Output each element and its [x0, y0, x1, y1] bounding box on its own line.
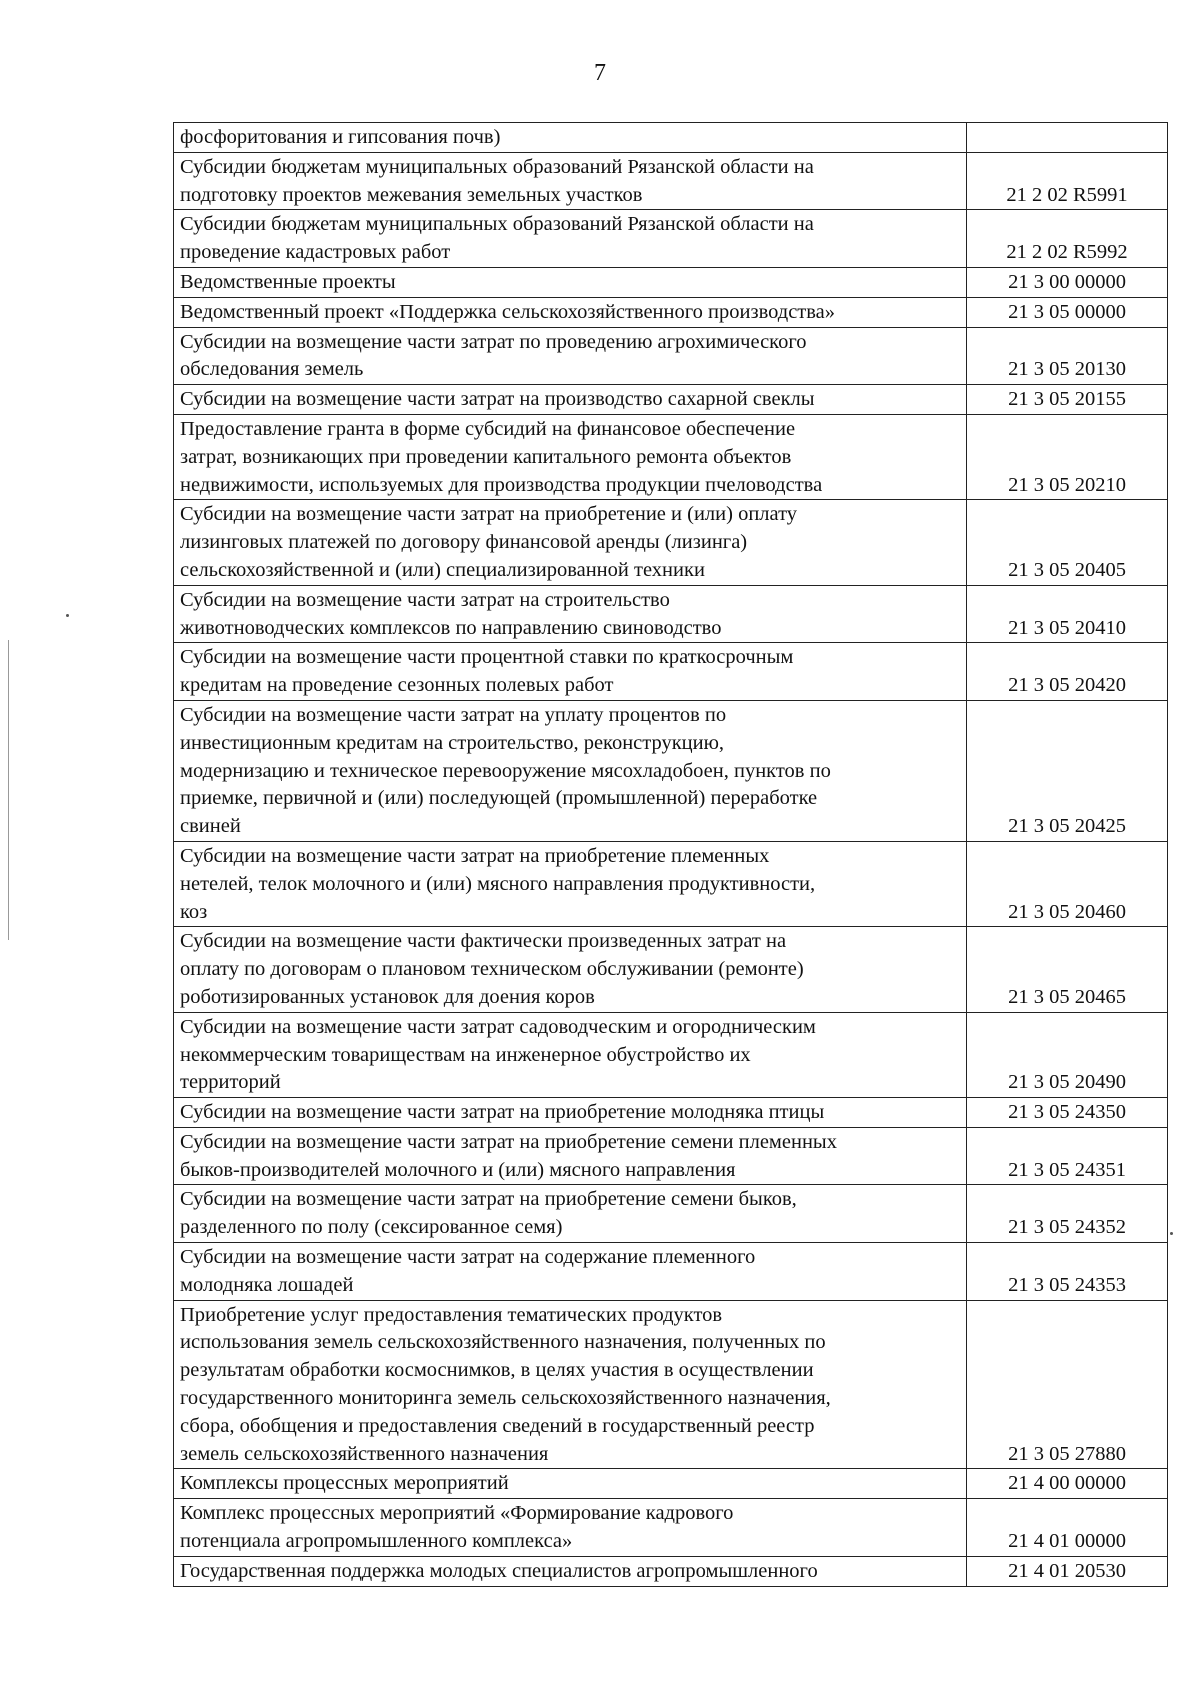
table-row: [174, 152, 1168, 210]
item-name-line: оплату по договорам о плановом техническом обслуживании (ремонте): [180, 958, 804, 981]
item-name-cell: [174, 385, 967, 415]
item-name-cell: [174, 267, 967, 297]
classification-code-cell: [967, 123, 1168, 153]
table-row: [174, 700, 1168, 841]
item-name-cell: [174, 414, 967, 499]
item-name-line: быков-производителей молочного и (или) мясного направления: [180, 1158, 736, 1181]
item-name-cell: [174, 327, 967, 385]
item-name-line: свиней: [180, 815, 241, 838]
item-name-line: Субсидии на возмещение части затрат на приобретение семени племенных: [180, 1130, 837, 1153]
table-row: [174, 267, 1168, 297]
classification-code-cell: 21 3 05 20420: [967, 643, 1168, 701]
item-name-line: Предоставление гранта в форме субсидий на финансовое обеспечение: [180, 417, 796, 440]
item-name-line: Субсидии на возмещение части затрат по проведению агрохимического: [180, 330, 807, 353]
table-row: [174, 1243, 1168, 1301]
table-row: [174, 927, 1168, 1012]
item-name-cell: [174, 1499, 967, 1557]
item-name-line: государственного мониторинга земель сельскохозяйственного назначения,: [180, 1387, 831, 1410]
classification-code-cell: 21 4 00 00000: [967, 1469, 1168, 1499]
item-name-cell: [174, 700, 967, 841]
item-name-line: Субсидии на возмещение части затрат на приобретение племенных: [180, 844, 770, 867]
table-row: [174, 414, 1168, 499]
item-name-line: использования земель сельскохозяйственного назначения, полученных по: [180, 1331, 826, 1354]
table-row: [174, 1012, 1168, 1097]
item-name-cell: [174, 500, 967, 585]
classification-code-cell: 21 3 05 20155: [967, 385, 1168, 415]
table-row: [174, 1469, 1168, 1499]
table-row: [174, 123, 1168, 153]
item-name-line: Субсидии на возмещение части затрат на содержание племенного: [180, 1246, 756, 1269]
classification-code-cell: 21 3 05 24350: [967, 1098, 1168, 1128]
budget-classification-table: [173, 122, 1168, 1587]
item-name-line: сельскохозяйственной и (или) специализированной техники: [180, 558, 705, 581]
classification-code-cell: 21 3 05 24351: [967, 1127, 1168, 1185]
table-row: [174, 327, 1168, 385]
table-row: [174, 500, 1168, 585]
item-name-cell: [174, 1185, 967, 1243]
item-name-line: роботизированных установок для доения коров: [180, 985, 595, 1008]
table-row: [174, 841, 1168, 926]
item-name-line: модернизацию и техническое перевооружение мясохладобоен, пунктов по: [180, 759, 831, 782]
classification-code-cell: 21 3 05 20460: [967, 841, 1168, 926]
classification-code-cell: 21 3 05 24352: [967, 1185, 1168, 1243]
item-name-line: подготовку проектов межевания земельных участков: [180, 183, 643, 206]
item-name-line: некоммерческим товариществам на инженерное обустройство их: [180, 1043, 751, 1066]
classification-code-cell: 21 3 05 20410: [967, 585, 1168, 643]
scan-artifact-line: [8, 640, 9, 940]
table-row: [174, 1098, 1168, 1128]
item-name-line: Ведомственные проекты: [180, 270, 396, 293]
item-name-line: Субсидии бюджетам муниципальных образований Рязанской области на: [180, 155, 814, 178]
item-name-line: Субсидии на возмещение части затрат на приобретение молодняка птицы: [180, 1101, 825, 1124]
item-name-line: нетелей, телок молочного и (или) мясного направления продуктивности,: [180, 872, 816, 895]
item-name-line: проведение кадастровых работ: [180, 241, 451, 264]
item-name-line: Субсидии на возмещение части затрат на производство сахарной свеклы: [180, 388, 815, 411]
item-name-cell: [174, 643, 967, 701]
classification-code-cell: 21 3 05 00000: [967, 297, 1168, 327]
item-name-line: кредитам на проведение сезонных полевых работ: [180, 674, 614, 697]
item-name-cell: [174, 1098, 967, 1128]
scan-artifact-dot: [1170, 1232, 1173, 1235]
classification-code-cell: 21 3 05 20490: [967, 1012, 1168, 1097]
classification-code-cell: 21 3 05 20405: [967, 500, 1168, 585]
item-name-line: сбора, обобщения и предоставления сведений в государственный реестр: [180, 1414, 815, 1437]
item-name-cell: [174, 1556, 967, 1586]
table-body: [174, 123, 1168, 1587]
table-row: [174, 385, 1168, 415]
classification-code-cell: 21 3 05 20425: [967, 700, 1168, 841]
table-row: [174, 643, 1168, 701]
table-row: [174, 210, 1168, 268]
item-name-line: разделенного по полу (сексированное семя): [180, 1216, 563, 1239]
table-row: [174, 1300, 1168, 1469]
item-name-line: Комплекс процессных мероприятий «Формирование кадрового: [180, 1502, 734, 1525]
item-name-line: Субсидии на возмещение части затрат на строительство: [180, 588, 670, 611]
classification-code-cell: 21 4 01 20530: [967, 1556, 1168, 1586]
item-name-cell: [174, 1469, 967, 1499]
classification-code-cell: 21 2 02 R5991: [967, 152, 1168, 210]
item-name-line: обследования земель: [180, 358, 364, 381]
item-name-line: Субсидии на возмещение части затрат на уплату процентов по: [180, 703, 727, 726]
classification-code-cell: 21 3 05 27880: [967, 1300, 1168, 1469]
table-row: [174, 1127, 1168, 1185]
item-name-cell: [174, 841, 967, 926]
classification-code-cell: 21 3 05 24353: [967, 1243, 1168, 1301]
table-row: [174, 297, 1168, 327]
table-row: [174, 585, 1168, 643]
item-name-line: коз: [180, 900, 208, 923]
item-name-line: Субсидии бюджетам муниципальных образований Рязанской области на: [180, 213, 814, 236]
item-name-cell: [174, 927, 967, 1012]
item-name-line: недвижимости, используемых для производства продукции пчеловодства: [180, 473, 823, 496]
scan-artifact-dot: [66, 614, 69, 617]
item-name-line: Субсидии на возмещение части фактически произведенных затрат на: [180, 930, 787, 953]
item-name-line: Комплексы процессных мероприятий: [180, 1472, 509, 1495]
page-number: 7: [594, 60, 606, 86]
item-name-line: приемке, первичной и (или) последующей (промышленной) переработке: [180, 787, 818, 810]
item-name-cell: [174, 1243, 967, 1301]
item-name-cell: [174, 152, 967, 210]
item-name-line: молодняка лошадей: [180, 1273, 354, 1296]
item-name-line: Субсидии на возмещение части процентной ставки по краткосрочным: [180, 646, 794, 669]
item-name-line: Субсидии на возмещение части затрат на приобретение и (или) оплату: [180, 503, 798, 526]
item-name-line: Приобретение услуг предоставления тематических продуктов: [180, 1303, 723, 1326]
classification-code-cell: 21 4 01 00000: [967, 1499, 1168, 1557]
item-name-line: земель сельскохозяйственного назначения: [180, 1442, 549, 1465]
table-row: [174, 1499, 1168, 1557]
item-name-cell: [174, 1012, 967, 1097]
item-name-line: Субсидии на возмещение части затрат садоводческим и огородническим: [180, 1015, 816, 1038]
item-name-line: Государственная поддержка молодых специалистов агропромышленного: [180, 1559, 818, 1582]
item-name-cell: [174, 1300, 967, 1469]
table-row: [174, 1185, 1168, 1243]
classification-code-cell: 21 3 05 20130: [967, 327, 1168, 385]
item-name-line: животноводческих комплексов по направлению свиноводство: [180, 616, 722, 639]
item-name-line: Ведомственный проект «Поддержка сельскохозяйственного производства»: [180, 300, 836, 323]
item-name-line: результатам обработки космоснимков, в целях участия в осуществлении: [180, 1359, 814, 1382]
classification-code-cell: 21 2 02 R5992: [967, 210, 1168, 268]
item-name-line: Субсидии на возмещение части затрат на приобретение семени быков,: [180, 1188, 797, 1211]
item-name-line: потенциала агропромышленного комплекса»: [180, 1530, 573, 1553]
classification-code-cell: 21 3 05 20465: [967, 927, 1168, 1012]
item-name-line: территорий: [180, 1071, 281, 1094]
item-name-cell: [174, 585, 967, 643]
table-row: [174, 1556, 1168, 1586]
item-name-line: фосфоритования и гипсования почв): [180, 126, 501, 148]
classification-code-cell: 21 3 05 20210: [967, 414, 1168, 499]
item-name-cell: [174, 297, 967, 327]
item-name-line: лизинговых платежей по договору финансовой аренды (лизинга): [180, 531, 748, 554]
item-name-line: инвестиционным кредитам на строительство, реконструкцию,: [180, 731, 725, 754]
item-name-line: затрат, возникающих при проведении капитального ремонта объектов: [180, 445, 792, 468]
item-name-cell: [174, 1127, 967, 1185]
classification-code-cell: 21 3 00 00000: [967, 267, 1168, 297]
item-name-cell: [174, 210, 967, 268]
item-name-cell: [174, 123, 967, 153]
